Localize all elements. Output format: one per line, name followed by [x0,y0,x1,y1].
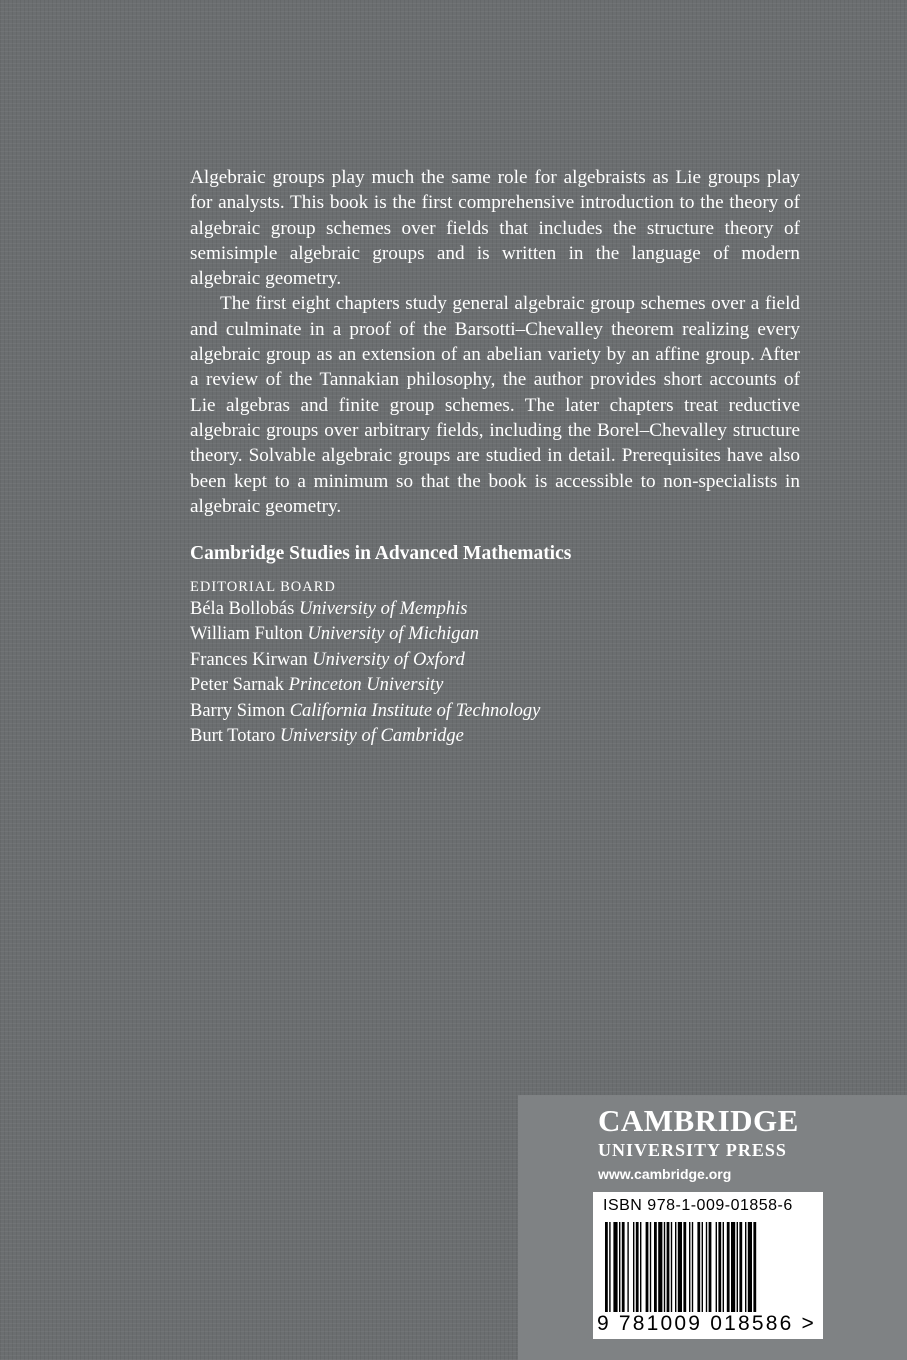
member-institution: University of Cambridge [279,726,464,747]
member-name: William Fulton [190,624,303,645]
publisher-name: CAMBRIDGE [598,1103,799,1138]
member-institution: California Institute of Technology [289,700,541,721]
board-member [190,622,540,647]
editorial-board-heading: EDITORIAL BOARD [190,579,336,595]
member-name: Béla Bollobás [190,599,295,619]
publisher-url: www.cambridge.org [598,1166,732,1182]
barcode-digits: 9 781009 018586 > [597,1312,816,1335]
publisher-logo-name [598,1104,799,1138]
editorial-board [190,577,540,749]
member-institution: University of Memphis [298,599,468,619]
board-member [190,673,540,698]
member-name: Peter Sarnak [190,675,285,696]
member-name: Frances Kirwan [190,649,308,670]
publisher-subtitle: UNIVERSITY PRESS [598,1140,787,1160]
description-paragraph-2: The first eight chapters study general algebraic group schemes over a field and culminate in a proof of the Barsotti–Chevalley theorem realizing every algebraic group as an extension of an abelian variety by an affine group. After a review of the Tannakian philosophy, the author provides short accounts of Lie algebras and finite group schemes. The later chapters treat reductive algebraic groups over arbitrary fields, including the Borel–Chevalley structure theory. Solvable algebraic groups are studied in detail. Prerequisites have also been kept to a minimum so that the book is accessible to non-specialists in algebraic geometry. [190,293,800,517]
description-paragraph-1: Algebraic groups play much the same role for algebraists as Lie groups play for analysts. This book is the first comprehensive introduction to the theory of algebraic group schemes over fields that includes the structure theory of semisimple algebraic groups and is written in the language of modern algebraic geometry. [190,167,800,290]
board-member [190,699,540,724]
member-institution: University of Oxford [312,649,465,670]
member-name: Burt Totaro [190,726,276,747]
board-member [190,724,540,749]
series-title: Cambridge Studies in Advanced Mathematics [190,543,572,564]
member-institution: University of Michigan [307,624,480,645]
board-member [190,597,540,622]
isbn-barcode [593,1192,823,1339]
isbn-label: ISBN 978-1-009-01858-6 [603,1197,793,1214]
board-member [190,648,540,673]
member-institution: Princeton University [288,675,444,696]
book-description [190,165,800,519]
member-name: Barry Simon [190,700,286,721]
